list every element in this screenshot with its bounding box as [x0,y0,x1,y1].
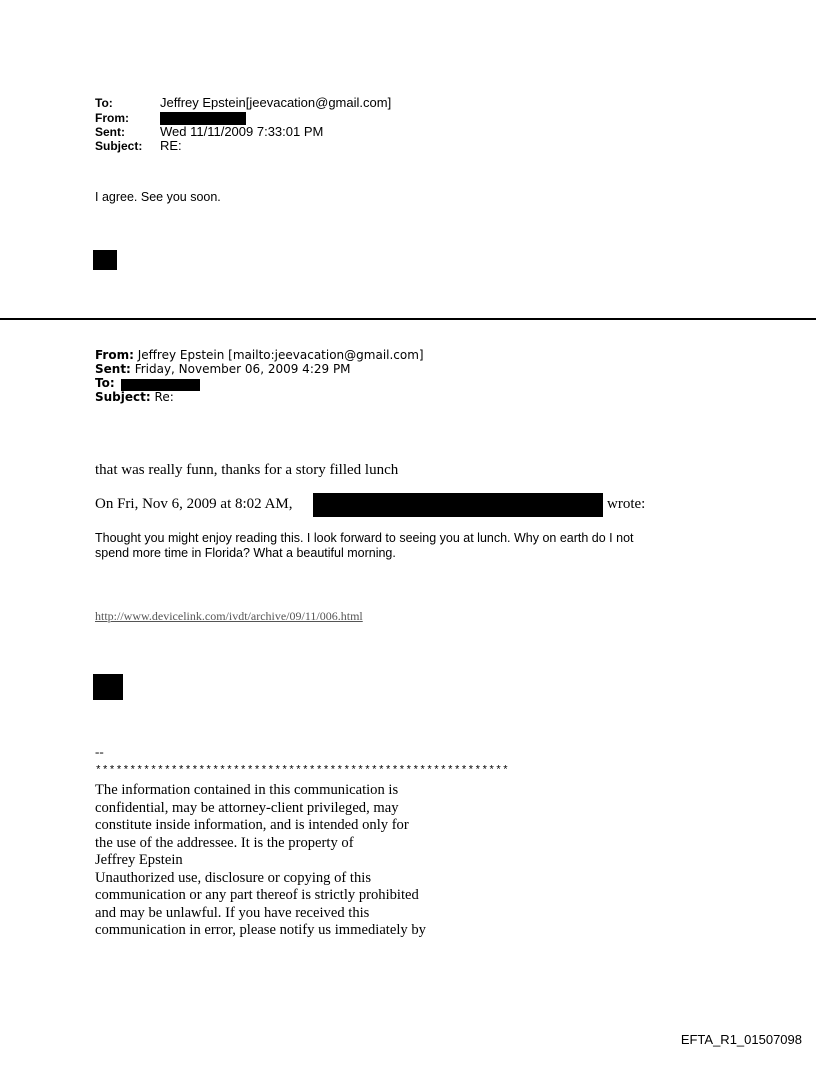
article-link[interactable]: http://www.devicelink.com/ivdt/archive/09/11/006.html [95,609,363,623]
from-label: From: [95,111,129,125]
message1-body: I agree. See you soon. [95,190,221,204]
signature-redaction-1 [93,250,117,270]
signature-redaction-2 [93,674,123,700]
to-label: To: [95,96,113,110]
quoted-line-2: spend more time in Florida? What a beautiful morning. [95,546,396,560]
document-id: EFTA_R1_01507098 [680,1032,802,1047]
subject-value: RE: [160,138,182,153]
header-subject-line [95,390,174,404]
confidentiality-disclaimer: The information contained in this communication is confidential, may be attorney-client privileged, may constitute inside information, and is intended only for the use of the addressee. It is the property of Jeffrey Epstein Unauthorized use, disclosure or copying of this communication or any part thereof is strictly prohibited and may be unlawful. If you have received this communication in error, please notify us immediately by [95,782,426,938]
to-value: Jeffrey Epstein[jeevacation@gmail.com] [160,95,392,110]
message2-body: that was really funn, thanks for a story filled lunch [95,462,399,478]
message1-header [95,96,495,166]
to-label: To: [95,376,115,390]
from-value: Jeffrey Epstein [mailto:jeevacation@gmail.com] [137,348,424,362]
subject-value: Re: [154,390,174,404]
message-divider [0,318,816,320]
from-label: From: [95,348,134,362]
signature-stars: ************************************************************ [95,765,510,777]
header-from-line [95,348,424,362]
quoted-line-1: Thought you might enjoy reading this. I look forward to seeing you at lunch. Why on earth do I not [95,531,634,545]
quote-wrote: wrote: [607,496,646,512]
sent-label: Sent: [95,362,131,376]
subject-label: Subject: [95,139,143,153]
sent-label: Sent: [95,125,125,139]
message2-header [95,348,495,408]
sent-value: Wed 11/11/2009 7:33:01 PM [160,124,324,139]
header-to-line [95,376,115,390]
header-sent-line [95,362,351,376]
signature-dashes: -- [95,744,104,759]
quoted-text [95,531,634,561]
quote-sender-redaction [313,493,603,517]
quote-intro: On Fri, Nov 6, 2009 at 8:02 AM, [95,496,293,512]
sent-value: Friday, November 06, 2009 4:29 PM [134,362,351,376]
subject-label: Subject: [95,390,151,404]
